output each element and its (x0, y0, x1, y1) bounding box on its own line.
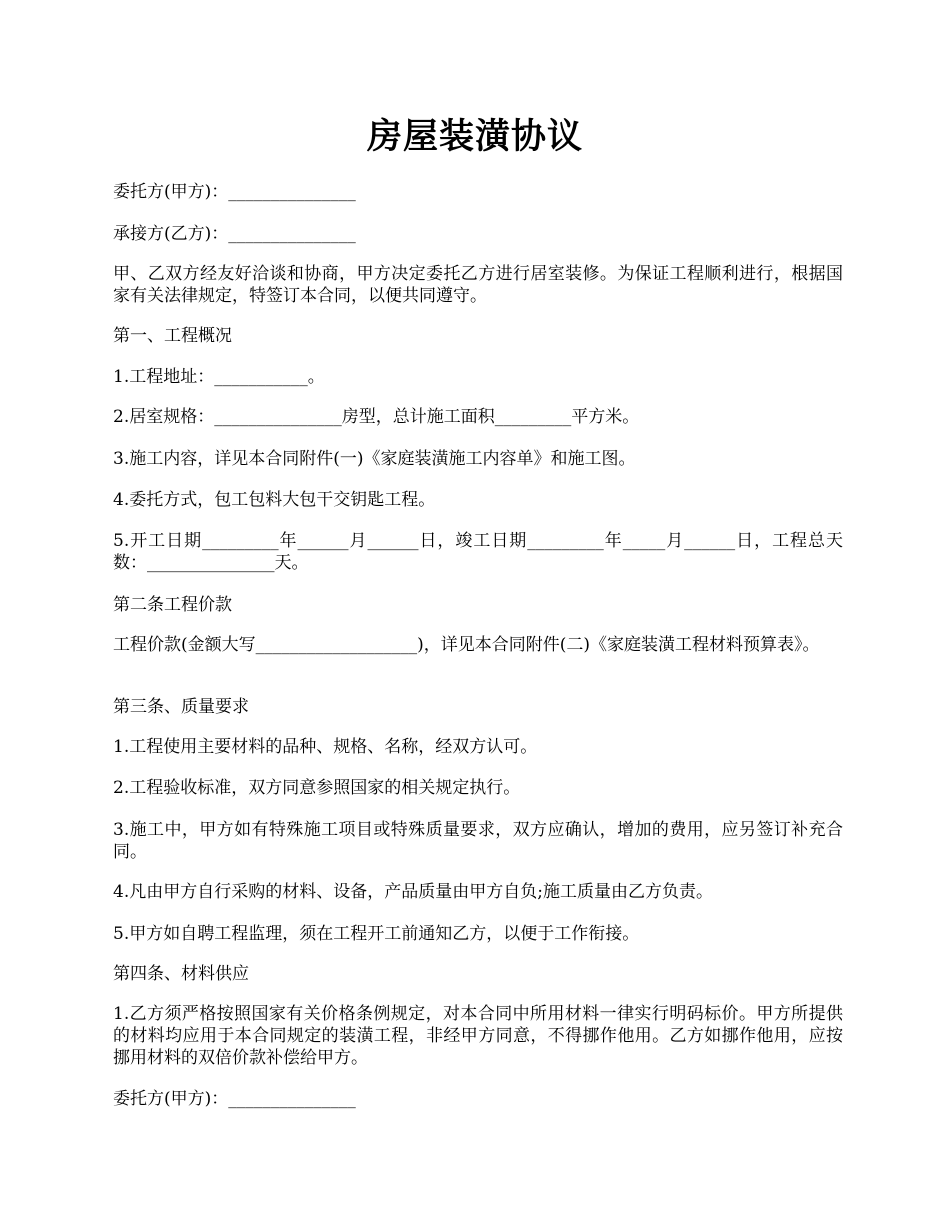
clause-3-4: 4.凡由甲方自行采购的材料、设备，产品质量由甲方自负;施工质量由乙方负责。 (113, 882, 713, 902)
clause-2-price: 工程价款(金额大写___________________)，详见本合同附件(二)《家庭装潢工程材料预算表》。 (113, 635, 820, 655)
client-party-line: 委托方(甲方)：_______________ (113, 182, 356, 202)
clause-4-1: 1.乙方须严格按照国家有关价格条例规定，对本合同中所用材料一律实行明码标价。甲方所提供的材料均应用于本合同规定的装潢工程，非经甲方同意，不得挪作他用。乙方如挪作他用，应按挪用材料的双倍价款补偿给甲方。 (113, 1004, 843, 1068)
section-heading-2: 第二条工程价款 (113, 595, 232, 615)
section-heading-3: 第三条、质量要求 (113, 697, 249, 717)
contractor-party-line: 承接方(乙方)：_______________ (113, 224, 356, 244)
preamble-paragraph: 甲、乙双方经友好洽谈和协商，甲方决定委托乙方进行居室装修。为保证工程顺利进行，根据国家有关法律规定，特签订本合同，以便共同遵守。 (113, 264, 843, 306)
clause-3-1: 1.工程使用主要材料的品种、规格、名称，经双方认可。 (113, 737, 538, 757)
clause-1-5: 5.开工日期_________年______月______日，竣工日期_________年_____月______日，工程总天数：_______________天。 (113, 531, 843, 573)
clause-1-4: 4.委托方式，包工包料大包干交钥匙工程。 (113, 490, 436, 510)
clause-1-3: 3.施工内容，详见本合同附件(一)《家庭装潢施工内容单》和施工图。 (113, 449, 636, 469)
document-title: 房屋装潢协议 (366, 116, 583, 157)
clause-3-2: 2.工程验收标准，双方同意参照国家的相关规定执行。 (113, 778, 521, 798)
client-signature-line: 委托方(甲方)：_______________ (113, 1089, 356, 1109)
section-heading-1: 第一、工程概况 (113, 326, 232, 346)
clause-1-2: 2.居室规格：_______________房型，总计施工面积_________平方米。 (113, 407, 640, 427)
clause-3-5: 5.甲方如自聘工程监理，须在工程开工前通知乙方，以便于工作衔接。 (113, 924, 640, 944)
section-heading-4: 第四条、材料供应 (113, 964, 249, 984)
clause-1-1: 1.工程地址：___________。 (113, 367, 325, 387)
clause-3-3: 3.施工中，甲方如有特殊施工项目或特殊质量要求，双方应确认，增加的费用，应另签订补充合同。 (113, 820, 843, 862)
